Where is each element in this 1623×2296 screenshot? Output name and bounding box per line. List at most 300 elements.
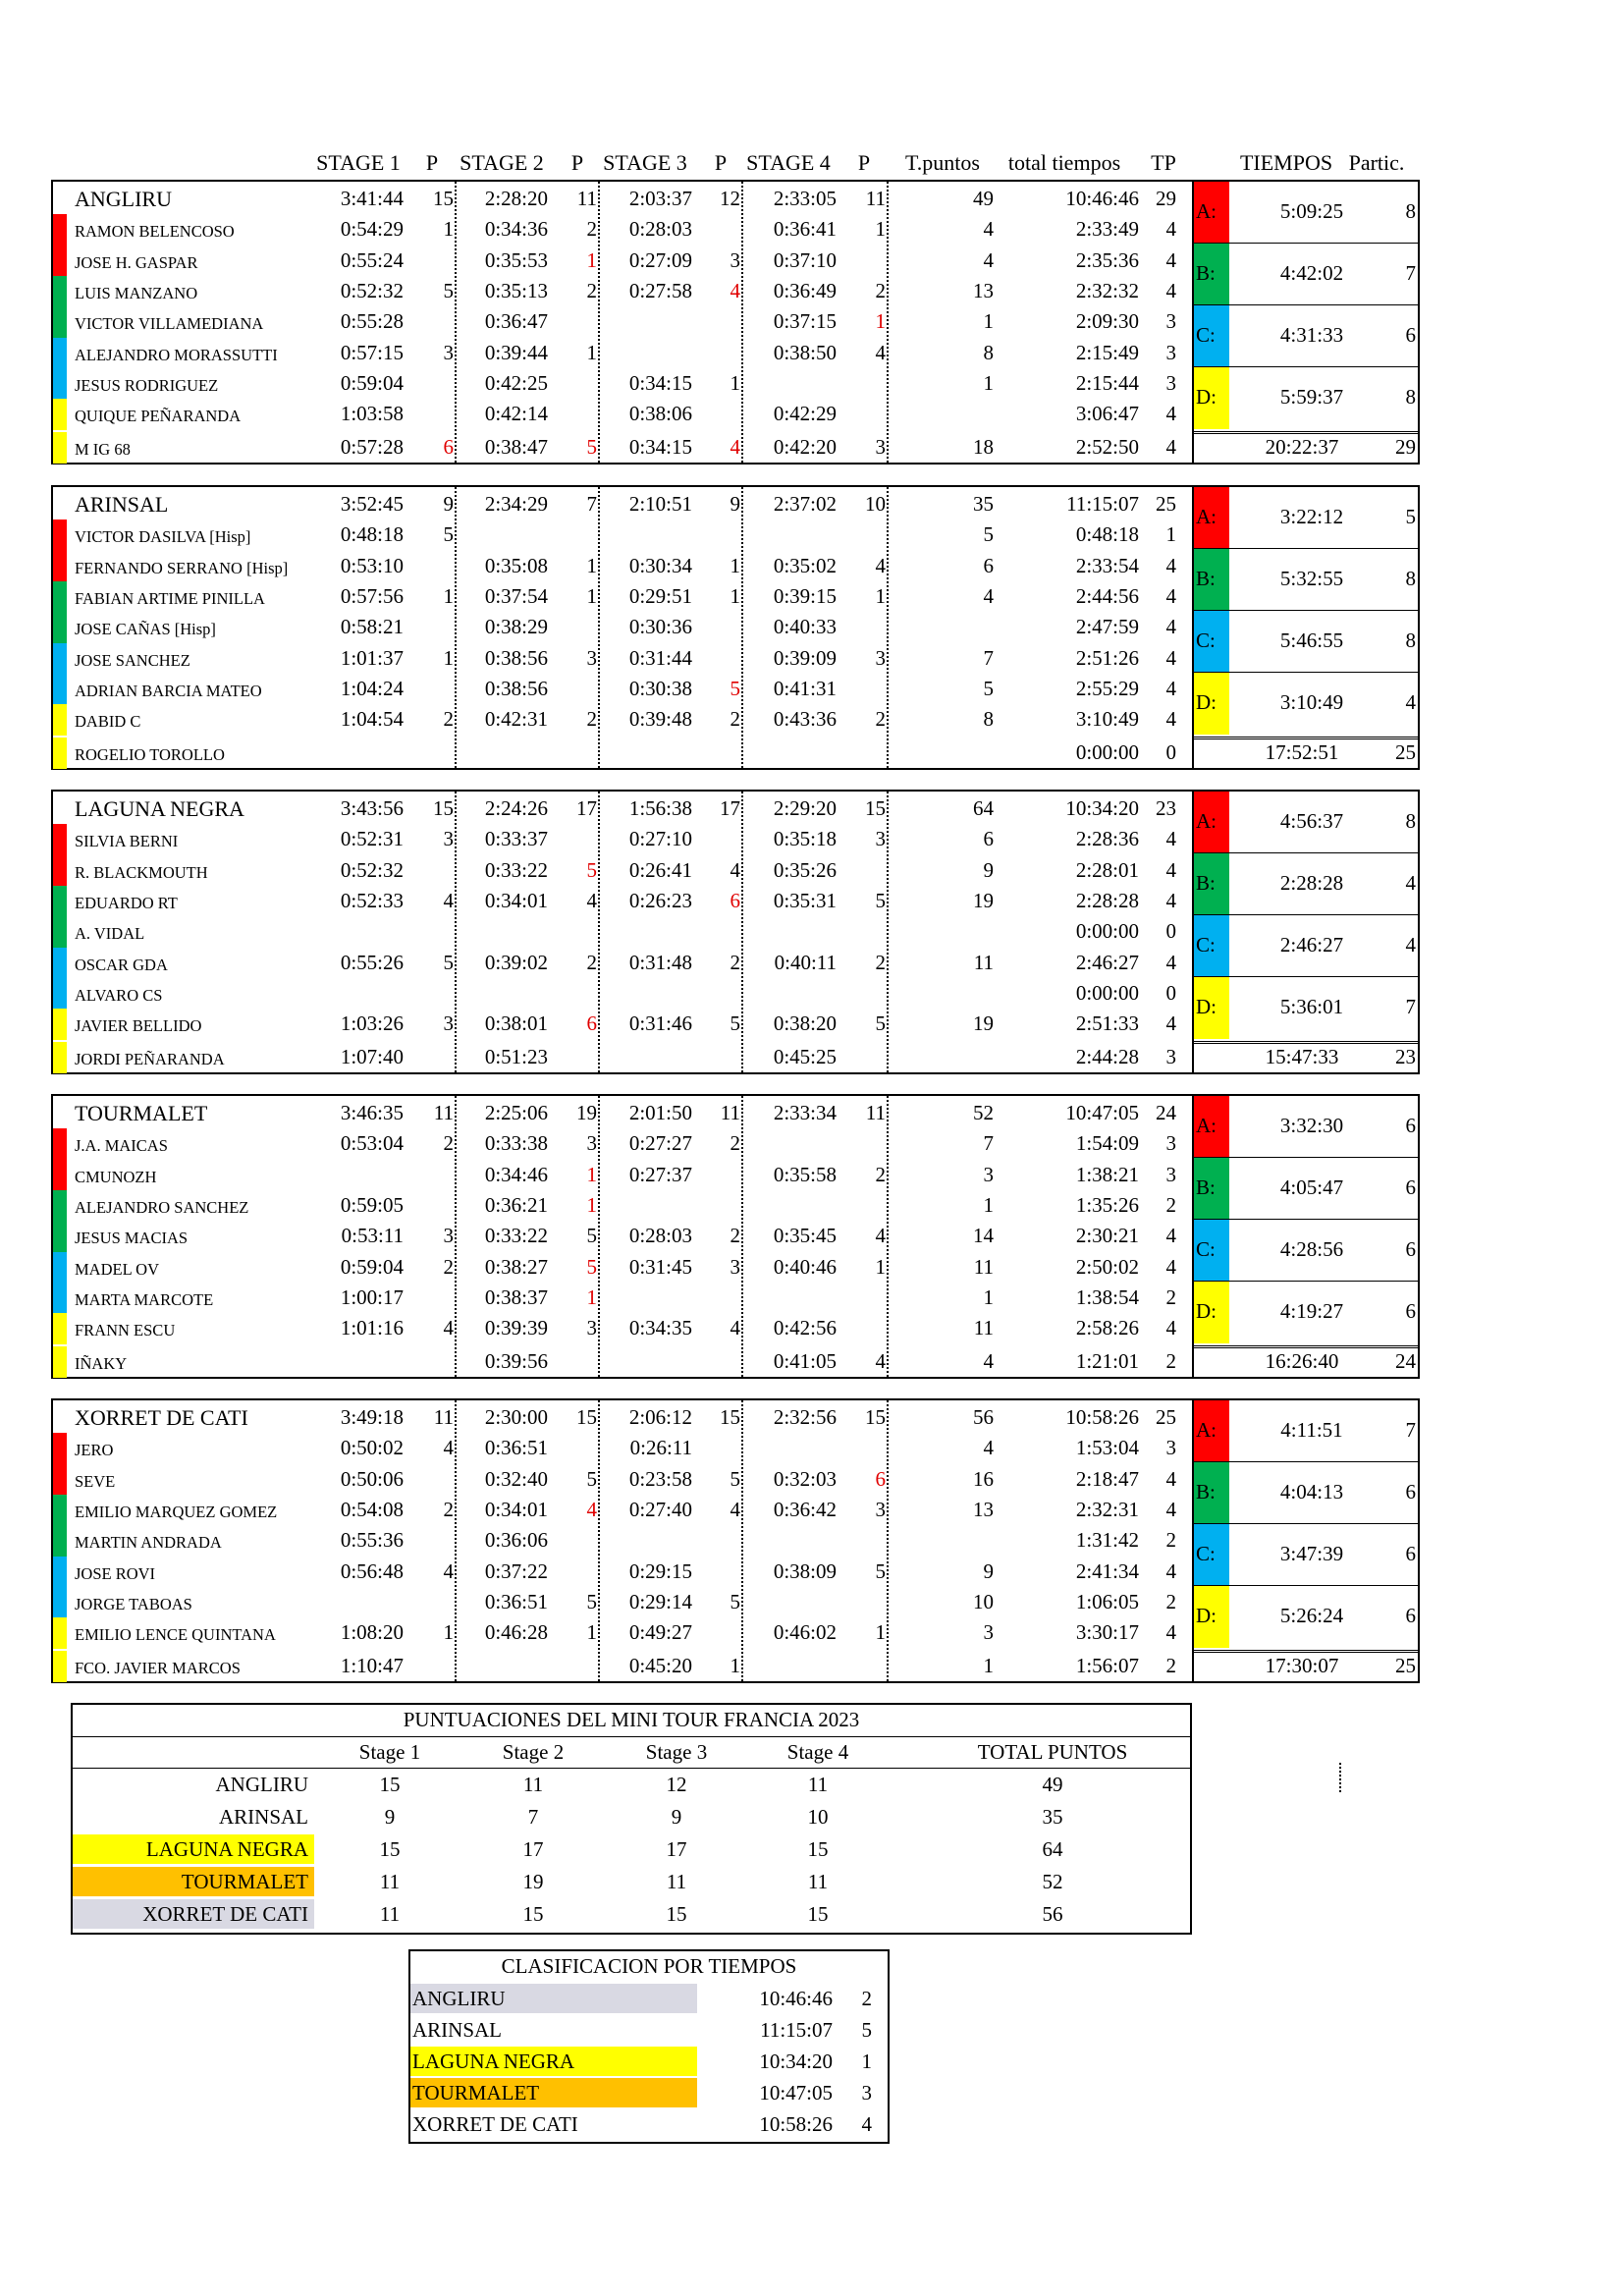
group-color-bar [53, 855, 67, 887]
cell-s2: 0:32:40 [484, 1466, 548, 1491]
rider-row [53, 978, 1192, 1009]
sum-double-line [1194, 1041, 1418, 1044]
cell-n: 3 [1165, 340, 1176, 364]
rider-row [53, 1433, 1192, 1463]
cell-n: 29 [1156, 187, 1176, 210]
cell-n: 1 [1165, 522, 1176, 547]
rider-row [53, 551, 1192, 581]
group-color-bar [53, 1221, 67, 1252]
cell-p3: 4 [730, 857, 740, 882]
cell-p4: 11 [865, 1101, 886, 1124]
rider-name: JORGE TABOAS [75, 1594, 192, 1613]
points-value: 7 [527, 1805, 539, 1829]
cell-p1 [414, 306, 454, 337]
points-value: 11 [807, 1870, 829, 1893]
rider-name: RAMON BELENCOSO [75, 222, 235, 242]
cell-tt: 2:41:34 [1075, 1558, 1139, 1583]
cell-p4 [846, 674, 886, 704]
cell-tt: 0:48:18 [1075, 522, 1139, 547]
team-total-row [53, 1098, 1192, 1128]
cell-tp: 4 [983, 217, 994, 242]
cell-tp [895, 399, 994, 429]
group-time: 2:46:27 [1279, 932, 1344, 957]
group-color-bar [53, 824, 67, 855]
cell-p3: 5 [730, 1466, 740, 1491]
cell-tp: 6 [983, 553, 994, 577]
cell-n: 3 [1165, 1131, 1176, 1156]
cell-p1: 9 [443, 492, 454, 516]
points-value: 12 [666, 1773, 687, 1796]
group-color-bar [53, 399, 67, 430]
group-summary [1194, 1524, 1418, 1586]
cell-s3: 0:27:27 [628, 1131, 692, 1156]
cell-s3: 2:10:51 [628, 492, 692, 516]
rider-name: ALVARO CS [75, 985, 163, 1005]
cell-p3: 2 [730, 707, 740, 732]
cell-p4: 1 [875, 1254, 886, 1279]
cell-p3: 2 [730, 950, 740, 974]
cell-tt: 1:06:05 [1075, 1589, 1139, 1613]
group-summary [1194, 305, 1418, 367]
time-value: 10:47:05 [759, 2081, 833, 2105]
cell-tp: 11 [973, 1316, 994, 1340]
group-summary [1194, 611, 1418, 673]
column-header: P [570, 150, 584, 175]
group-color-bar [53, 432, 67, 464]
group-label: C: [1196, 628, 1216, 652]
cell-tp [895, 738, 994, 768]
cell-s1: 1:08:20 [340, 1620, 404, 1645]
header-underline [73, 1768, 1190, 1769]
group-color-bar [53, 1252, 67, 1284]
group-color-bar [53, 368, 67, 400]
cell-p1 [414, 246, 454, 276]
cell-p4 [846, 738, 886, 768]
group-time: 3:32:30 [1279, 1113, 1344, 1137]
team-block [51, 485, 1420, 770]
cell-s2: 0:33:22 [484, 1224, 548, 1248]
cell-p3 [701, 1433, 740, 1463]
cell-s4 [738, 368, 837, 399]
cell-tp: 16 [973, 1466, 994, 1491]
points-team-name: XORRET DE CATI [142, 1902, 308, 1926]
cell-p3 [701, 399, 740, 429]
rider-name: IÑAKY [75, 1354, 128, 1374]
cell-p4 [846, 519, 886, 550]
cell-p3 [701, 916, 740, 947]
cell-s1: 1:03:26 [340, 1011, 404, 1036]
group-label: B: [1196, 870, 1216, 895]
cell-tt: 1:31:42 [1075, 1528, 1139, 1553]
rider-row [53, 246, 1192, 276]
cell-p3 [701, 338, 740, 368]
group-count: 6 [1405, 1113, 1416, 1137]
cell-p1 [414, 1283, 454, 1313]
cell-p2: 2 [586, 217, 597, 242]
cell-p3 [701, 1346, 740, 1377]
cell-p2 [558, 368, 597, 399]
time-value: 10:34:20 [759, 2050, 833, 2073]
cell-s1 [305, 1346, 404, 1377]
cell-s4: 0:38:20 [773, 1011, 837, 1036]
rider-row [53, 581, 1192, 612]
group-count: 6 [1405, 1175, 1416, 1199]
cell-s3: 0:29:15 [628, 1558, 692, 1583]
cell-n: 0 [1165, 980, 1176, 1005]
cell-tp: 35 [973, 492, 994, 516]
time-team-name: ARINSAL [412, 2018, 503, 2042]
group-count: 7 [1405, 260, 1416, 285]
cell-s1: 0:52:32 [340, 857, 404, 882]
rider-row [53, 1042, 1192, 1072]
cell-p3 [701, 978, 740, 1009]
group-time: 5:36:01 [1279, 994, 1344, 1018]
cell-p4 [846, 1651, 886, 1681]
cell-s1: 0:50:02 [340, 1436, 404, 1460]
cell-tt: 3:10:49 [1075, 707, 1139, 732]
column-header: STAGE 4 [746, 150, 831, 175]
cell-s4: 2:37:02 [773, 492, 837, 516]
time-team-name: LAGUNA NEGRA [412, 2050, 575, 2073]
cell-s3 [594, 916, 692, 947]
rider-name: JORDI PEÑARANDA [75, 1050, 225, 1069]
points-team-name: TOURMALET [181, 1870, 308, 1893]
cell-n: 4 [1165, 402, 1176, 426]
cell-p2: 5 [586, 1466, 597, 1491]
cell-s4: 0:45:25 [773, 1045, 837, 1069]
cell-tp: 52 [973, 1101, 994, 1124]
cell-p2 [558, 1651, 597, 1681]
points-value: 35 [1042, 1805, 1063, 1829]
cell-tt: 10:34:20 [1065, 796, 1139, 820]
group-count: 7 [1405, 1417, 1416, 1442]
cell-p2: 1 [586, 1192, 597, 1217]
cell-s1: 0:59:05 [340, 1192, 404, 1217]
cell-s2: 0:38:01 [484, 1011, 548, 1036]
group-summary [1194, 915, 1418, 977]
cell-p4: 6 [875, 1466, 886, 1491]
rider-name: EMILIO LENCE QUINTANA [75, 1625, 276, 1645]
cell-s3 [594, 1042, 692, 1072]
cell-tt: 2:30:21 [1075, 1224, 1139, 1248]
cell-s3: 2:03:37 [628, 187, 692, 210]
cell-n: 24 [1156, 1101, 1176, 1124]
cell-s2: 0:39:56 [484, 1349, 548, 1374]
group-summary [1194, 549, 1418, 611]
cell-p4: 11 [865, 187, 886, 210]
cell-p4: 5 [875, 888, 886, 912]
cell-n: 2 [1165, 1285, 1176, 1309]
rider-row [53, 1190, 1192, 1221]
cell-tp: 49 [973, 187, 994, 210]
cell-s4: 2:32:56 [773, 1405, 837, 1429]
cell-tp: 8 [983, 340, 994, 364]
cell-p3 [701, 738, 740, 768]
cell-s1: 1:10:47 [340, 1654, 404, 1678]
cell-p1 [414, 399, 454, 429]
cell-p3: 12 [720, 187, 740, 210]
cell-p1 [414, 978, 454, 1009]
cell-p4 [846, 399, 886, 429]
points-team-name: ARINSAL [218, 1805, 308, 1829]
cell-s1: 1:04:54 [340, 707, 404, 732]
cell-p3 [701, 1617, 740, 1648]
cell-p2: 1 [586, 247, 597, 272]
cell-s1: 0:57:15 [340, 340, 404, 364]
cell-tt: 3:06:47 [1075, 402, 1139, 426]
team-block [51, 1398, 1420, 1683]
group-label: A: [1196, 504, 1217, 528]
cell-p1: 1 [443, 217, 454, 242]
group-time: 5:59:37 [1279, 384, 1344, 409]
cell-n: 3 [1165, 1436, 1176, 1460]
cell-s3: 0:27:10 [628, 827, 692, 851]
group-count: 4 [1405, 932, 1416, 957]
cell-s1 [305, 978, 404, 1009]
cell-tt: 10:47:05 [1065, 1101, 1139, 1124]
cell-n: 4 [1165, 676, 1176, 700]
cell-tp: 9 [983, 1558, 994, 1583]
group-label: A: [1196, 808, 1217, 833]
rider-row [53, 1009, 1192, 1039]
cell-p1: 1 [443, 1620, 454, 1645]
cell-s3: 1:56:38 [628, 796, 692, 820]
cell-tt: 3:30:17 [1075, 1620, 1139, 1645]
cell-p4: 5 [875, 1558, 886, 1583]
cell-p1: 5 [443, 950, 454, 974]
cell-p2: 3 [586, 1131, 597, 1156]
time-rank: 1 [861, 2050, 872, 2073]
cell-s2: 0:38:56 [484, 676, 548, 700]
cell-n: 4 [1165, 1558, 1176, 1583]
cell-p2: 17 [576, 796, 597, 820]
cell-tt: 2:32:31 [1075, 1497, 1139, 1521]
cell-s4 [738, 978, 837, 1009]
cell-tt: 2:33:49 [1075, 217, 1139, 242]
sum-count: 24 [1395, 1349, 1416, 1373]
cell-p1 [414, 1160, 454, 1190]
group-color-bar [53, 1651, 67, 1682]
group-color-bar [53, 581, 67, 613]
cell-s3: 0:27:09 [628, 247, 692, 272]
group-color-bar [53, 519, 67, 551]
cell-s2: 0:38:27 [484, 1254, 548, 1279]
cell-s2: 0:38:29 [484, 615, 548, 639]
group-time: 4:28:56 [1279, 1236, 1344, 1261]
cell-p4: 3 [875, 1497, 886, 1521]
cell-s2: 0:42:14 [484, 402, 548, 426]
rider-row [53, 519, 1192, 550]
rider-name: MARTIN ANDRADA [75, 1533, 222, 1553]
points-value: 11 [379, 1870, 401, 1893]
rider-name: CMUNOZH [75, 1167, 157, 1186]
cell-s1: 3:49:18 [340, 1405, 404, 1429]
sum-count: 25 [1395, 1654, 1416, 1677]
cell-s1: 3:46:35 [340, 1101, 404, 1124]
group-summary [1194, 487, 1418, 549]
group-color-bar [53, 643, 67, 675]
cell-s1: 0:57:28 [340, 435, 404, 460]
cell-tp: 11 [973, 1254, 994, 1279]
cell-s1: 1:00:17 [340, 1285, 404, 1309]
cell-p4: 4 [875, 1224, 886, 1248]
group-count: 6 [1405, 1541, 1416, 1565]
cell-s2: 0:34:36 [484, 217, 548, 242]
cell-s1: 0:55:36 [340, 1528, 404, 1553]
cell-n: 4 [1165, 583, 1176, 608]
cell-p2 [558, 1557, 597, 1587]
cell-p3 [701, 519, 740, 550]
time-team-name: XORRET DE CATI [412, 2112, 578, 2136]
group-color-bar [53, 1525, 67, 1557]
cell-p3: 3 [730, 247, 740, 272]
group-color-bar [53, 1433, 67, 1464]
cell-p2 [558, 612, 597, 642]
points-table-box [71, 1703, 1192, 1935]
cell-s4: 0:43:36 [773, 707, 837, 732]
column-header: Partic. [1348, 150, 1405, 175]
rider-name: QUIQUE PEÑARANDA [75, 407, 242, 426]
cell-n: 4 [1165, 1466, 1176, 1491]
cell-p3: 5 [730, 1589, 740, 1613]
cell-tp: 6 [983, 827, 994, 851]
group-color-bar [53, 1313, 67, 1344]
cell-tt: 2:52:50 [1075, 435, 1139, 460]
sum-count: 29 [1395, 435, 1416, 459]
group-time: 4:56:37 [1279, 808, 1344, 833]
group-count: 4 [1405, 870, 1416, 895]
cell-p2: 5 [586, 1224, 597, 1248]
group-summary [1194, 792, 1418, 853]
cell-s1: 1:03:58 [340, 402, 404, 426]
rider-row [53, 1525, 1192, 1556]
cell-p3 [701, 306, 740, 337]
cell-tt: 0:00:00 [1075, 740, 1139, 765]
group-count: 6 [1405, 1236, 1416, 1261]
cell-s3: 0:30:36 [628, 615, 692, 639]
cell-p4 [846, 1042, 886, 1072]
column-header: P [714, 150, 728, 175]
group-label: D: [1196, 994, 1217, 1018]
cell-tt: 1:35:26 [1075, 1192, 1139, 1217]
column-header: P [425, 150, 439, 175]
cell-p4 [846, 978, 886, 1009]
cell-s2 [450, 738, 548, 768]
cell-p3: 4 [730, 1316, 740, 1340]
cell-tt: 1:38:21 [1075, 1162, 1139, 1186]
cell-s3: 2:01:50 [628, 1101, 692, 1124]
group-count: 4 [1405, 689, 1416, 714]
cell-p2: 3 [586, 1316, 597, 1340]
group-summary [1194, 367, 1418, 429]
cell-s3 [594, 338, 692, 368]
cell-s3 [594, 519, 692, 550]
cell-p1: 15 [433, 796, 454, 820]
cell-s4: 0:40:33 [773, 615, 837, 639]
group-color-bar [53, 886, 67, 917]
cell-s4: 0:32:03 [773, 1466, 837, 1491]
cell-p4: 2 [875, 278, 886, 302]
cell-p1 [414, 368, 454, 399]
cell-s1: 0:55:28 [340, 309, 404, 334]
cell-n: 4 [1165, 435, 1176, 460]
group-time: 4:05:47 [1279, 1175, 1344, 1199]
cell-p4: 1 [875, 309, 886, 334]
cell-p1: 1 [443, 583, 454, 608]
sum-time: 16:26:40 [1265, 1349, 1339, 1373]
cell-tt: 2:18:47 [1075, 1466, 1139, 1491]
cell-s2: 0:38:56 [484, 645, 548, 670]
rider-row [53, 1160, 1192, 1190]
cell-tp: 5 [983, 522, 994, 547]
cell-p4 [846, 1587, 886, 1617]
cell-p4 [846, 916, 886, 947]
cell-p4 [846, 1525, 886, 1556]
cell-tp: 19 [973, 1011, 994, 1036]
cell-p2: 15 [576, 1405, 597, 1429]
cell-s4: 0:35:02 [773, 553, 837, 577]
column-header: TIEMPOS [1239, 150, 1333, 175]
cell-s1: 0:55:24 [340, 247, 404, 272]
cell-p4: 5 [875, 1011, 886, 1036]
points-value: 17 [522, 1837, 544, 1861]
cell-s3 [594, 738, 692, 768]
cell-p1 [414, 738, 454, 768]
cell-tp: 19 [973, 888, 994, 912]
cell-tp: 13 [973, 1497, 994, 1521]
cell-tt: 2:33:54 [1075, 553, 1139, 577]
cell-s4: 0:35:58 [773, 1162, 837, 1186]
group-color-bar [53, 551, 67, 582]
rider-row [53, 1587, 1192, 1617]
cell-n: 4 [1165, 1316, 1176, 1340]
rider-name: JESUS MACIAS [75, 1229, 189, 1248]
time-rank: 5 [861, 2018, 872, 2042]
group-count: 8 [1405, 808, 1416, 833]
cell-tt: 2:35:36 [1075, 247, 1139, 272]
cell-tp [895, 1042, 994, 1072]
points-value: 49 [1042, 1773, 1063, 1796]
cell-s2: 0:46:28 [484, 1620, 548, 1645]
cell-p4: 2 [875, 707, 886, 732]
sum-double-line [1194, 431, 1418, 434]
cell-s3: 2:06:12 [628, 1405, 692, 1429]
cell-tt: 2:50:02 [1075, 1254, 1139, 1279]
cell-s3: 0:30:38 [628, 676, 692, 700]
cell-tp: 11 [973, 950, 994, 974]
cell-s2: 0:33:37 [484, 827, 548, 851]
cell-s3 [594, 1525, 692, 1556]
group-color-bar [53, 1587, 67, 1618]
cell-s4: 0:41:05 [773, 1349, 837, 1374]
rider-name: ALEJANDRO SANCHEZ [75, 1197, 249, 1217]
team-name: ANGLIRU [75, 187, 172, 211]
points-value: 15 [379, 1773, 401, 1796]
cell-p3 [701, 612, 740, 642]
cell-tp: 1 [983, 1192, 994, 1217]
group-time: 3:22:12 [1279, 504, 1344, 528]
time-value: 10:46:46 [759, 1987, 833, 2010]
group-color-bar [53, 978, 67, 1010]
cell-tt: 0:00:00 [1075, 980, 1139, 1005]
cell-p3: 2 [730, 1131, 740, 1156]
time-table-title: CLASIFICACION POR TIEMPOS [501, 1954, 797, 1978]
cell-p2: 7 [586, 492, 597, 516]
cell-tt: 1:54:09 [1075, 1131, 1139, 1156]
points-header: Stage 2 [502, 1740, 565, 1764]
group-count: 7 [1405, 994, 1416, 1018]
rider-name: ROGELIO TOROLLO [75, 745, 225, 765]
